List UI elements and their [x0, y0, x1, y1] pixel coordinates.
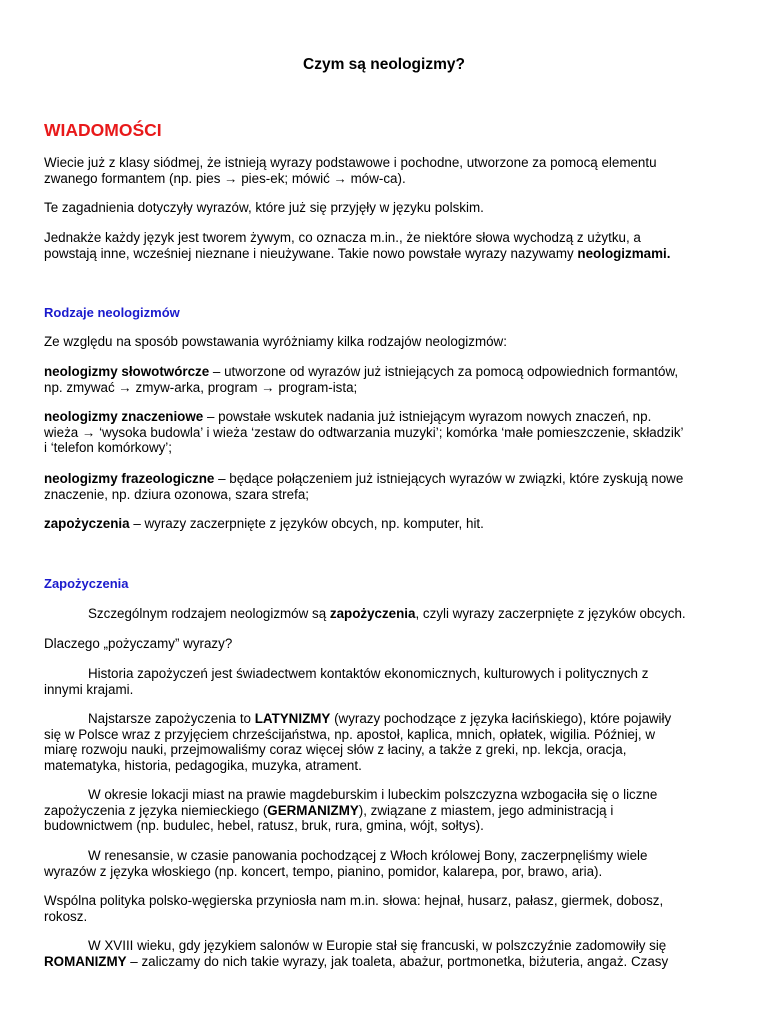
intro-paragraph-2: [44, 200, 734, 216]
text-line: Dlaczego „pożyczamy” wyrazy?: [44, 636, 233, 651]
text-line: zwanego formantem (np. pies → pies-ek; mówić → mów-ca).: [44, 170, 406, 186]
text-line: [44, 471, 734, 487]
text-line: [44, 364, 734, 380]
intro-paragraph-3: [44, 230, 734, 261]
text-line: matematyka, historia, pedagogika, muzyka, atrament.: [44, 758, 362, 774]
bold-term: zapożyczenia: [44, 516, 130, 531]
subheading-loanwords: Zapożyczenia: [44, 576, 129, 591]
text-line: np. zmywać → zmyw-arka, program → program-ista;: [44, 379, 358, 395]
type-phraseological: [44, 471, 734, 502]
loans-paragraph-italianisms: [44, 848, 734, 879]
text-line: [44, 606, 734, 622]
text-line: W renesansie, w czasie panowania pochodzącej z Włoch królowej Bony, zaczerpnęliśmy wiele: [88, 848, 648, 863]
text-line: W okresie lokacji miast na prawie magdeburskim i lubeckim polszczyzna wzbogaciła się o liczne: [88, 787, 658, 802]
section-heading-wiadomosci: WIADOMOŚCI: [44, 120, 162, 140]
loans-paragraph-latinisms: [44, 711, 734, 774]
text-span: Najstarsze zapożyczenia to: [88, 711, 255, 726]
text-span: zapożyczenia z języka niemieckiego (: [44, 802, 268, 818]
text-line: i ‘telefon komórkowy’;: [44, 440, 173, 456]
text-span: – zaliczamy do nich takie wyrazy, jak toaleta, abażur, portmonetka, biżuteria, angaż. Czasy: [126, 953, 669, 969]
text-span: powstają inne, wcześniej nieznane i nieużywane. Takie nowo powstałe wyrazy nazywamy: [44, 245, 578, 261]
text-line: innymi krajami.: [44, 681, 134, 697]
text-line: wyrazów z języka włoskiego (np. koncert, tempo, pianino, pomidor, kalarepa, por, brawo, aria).: [44, 863, 603, 879]
text-line: wieża → ‘wysoka budowla’ i wieża ‘zestaw do odtwarzania muzyki’; komórka ‘małe pomieszczenie, składzik’: [44, 424, 684, 440]
loans-paragraph-germanisms: [44, 787, 734, 834]
text-line: [44, 246, 734, 262]
bold-term: neologizmy słowotwórcze: [44, 364, 210, 379]
text-line: [44, 954, 734, 970]
subheading-types: Rodzaje neologizmów: [44, 305, 180, 320]
text-span: – wyrazy zaczerpnięte z języków obcych, np. komputer, hit.: [129, 516, 484, 531]
loans-paragraph-romanisms: [44, 938, 734, 969]
bold-term: LATYNIZMY: [254, 711, 331, 726]
loans-paragraph-hungarianisms: [44, 893, 734, 924]
bold-term: ROMANIZMY: [44, 953, 127, 969]
bold-term: neologizmami.: [577, 245, 671, 261]
text-line: [44, 516, 734, 532]
loans-paragraph-3: [44, 666, 734, 697]
text-line: rokosz.: [44, 908, 88, 924]
loans-paragraph-2: [44, 636, 734, 652]
bold-term: zapożyczenia: [329, 606, 416, 621]
text-line: [44, 711, 734, 727]
document-title: Czym są neologizmy?: [303, 56, 465, 73]
type-loanwords: [44, 516, 734, 532]
text-line: [44, 409, 734, 425]
text-span: ), związane z miastem, jego administracją i: [358, 802, 614, 818]
types-lead: [44, 334, 734, 350]
text-span: Szczególnym rodzajem neologizmów są: [88, 606, 330, 621]
type-word-formation: [44, 364, 734, 395]
text-line: Wiecie już z klasy siódmej, że istnieją wyrazy podstawowe i pochodne, utworzone za pomocą elementu: [44, 155, 657, 170]
text-line: się w Polsce wraz z przyjęciem chrześcijaństwa, np. apostoł, kaplica, mnich, opłatek, wigilia. Później, w: [44, 726, 656, 742]
text-span: , czyli wyrazy zaczerpnięte z języków obcych.: [415, 606, 686, 621]
text-line: W XVIII wieku, gdy językiem salonów w Europie stał się francuski, w polszczyźnie zadomowiły się: [88, 938, 667, 953]
text-line: znaczenie, np. dziura ozonowa, szara strefa;: [44, 486, 309, 502]
text-line: Historia zapożyczeń jest świadectwem kontaktów ekonomicznych, kulturowych i politycznych z: [88, 666, 649, 681]
text-line: miarę rozwoju nauki, przejmowaliśmy coraz więcej słów z łaciny, a także z greki, np. lekcja, oracja,: [44, 742, 627, 758]
text-line: budownictwem (np. budulec, hebel, ratusz, bruk, rura, gmina, wójt, sołtys).: [44, 818, 484, 834]
text-line: [44, 803, 734, 819]
text-span: – utworzone od wyrazów już istniejących za pomocą odpowiednich formantów,: [209, 364, 679, 379]
text-span: – powstałe wskutek nadania już istniejącym wyrazom nowych znaczeń, np.: [203, 409, 652, 424]
text-line: Wspólna polityka polsko-węgierska przyniosła nam m.in. słowa: hejnał, husarz, pałasz, giermek, dobosz,: [44, 893, 664, 908]
intro-paragraph-1: [44, 155, 734, 186]
bold-term: neologizmy frazeologiczne: [44, 471, 215, 486]
text-span: – będące połączeniem już istniejących wyrazów w związki, które zyskują nowe: [214, 471, 684, 486]
text-line: Jednakże każdy język jest tworem żywym, co oznacza m.in., że niektóre słowa wychodzą z użytku, a: [44, 230, 641, 245]
text-line: Ze względu na sposób powstawania wyróżniamy kilka rodzajów neologizmów:: [44, 334, 507, 349]
type-semantic: [44, 409, 734, 456]
text-line: Te zagadnienia dotyczyły wyrazów, które już się przyjęły w języku polskim.: [44, 200, 484, 215]
bold-term: GERMANIZMY: [267, 802, 359, 818]
text-span: (wyrazy pochodzące z języka łacińskiego), które pojawiły: [330, 711, 672, 726]
bold-term: neologizmy znaczeniowe: [44, 409, 204, 424]
loans-paragraph-1: [44, 606, 734, 622]
